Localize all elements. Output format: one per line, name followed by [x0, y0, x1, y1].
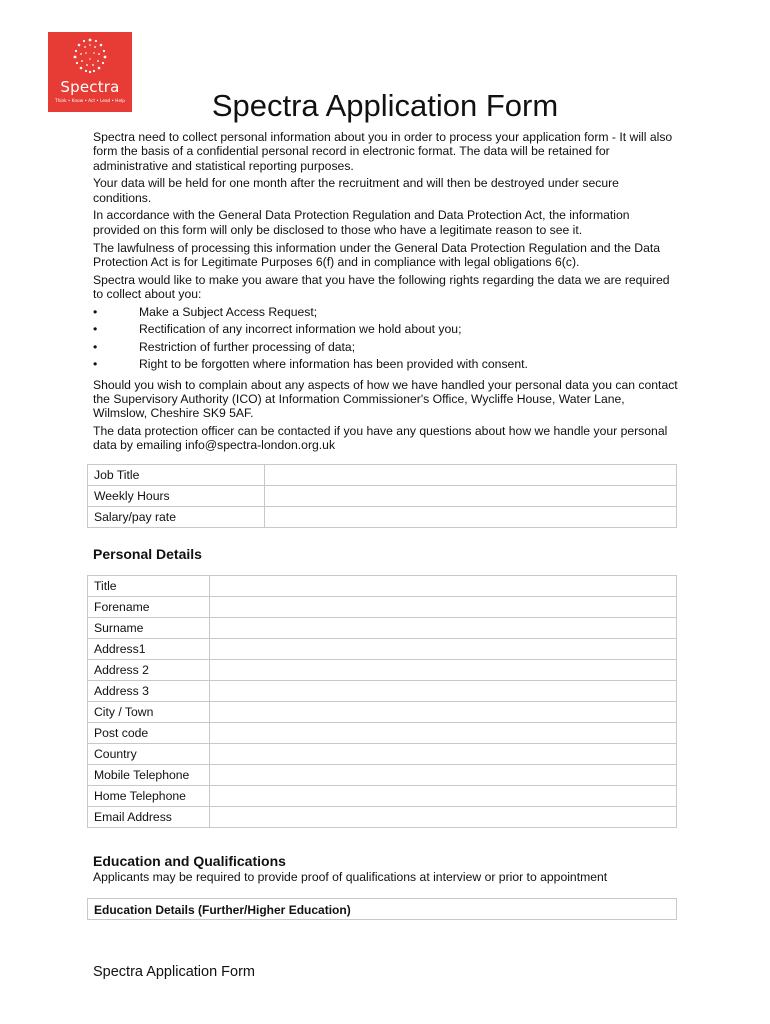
education-details-header: Education Details (Further/Higher Education) [87, 898, 677, 920]
job-title-input[interactable] [265, 465, 677, 486]
table-row [88, 465, 677, 486]
salary-input[interactable] [265, 507, 677, 528]
field-label: Address1 [88, 639, 210, 660]
table-row [88, 786, 677, 807]
table-row [88, 723, 677, 744]
intro-paragraph: The lawfulness of processing this information under the General Data Protection Regulation and the Data Protection Act is for Legitimate Purposes 6(f) and in compliance with legal obligations 6(c). [93, 240, 661, 269]
table-row [88, 576, 677, 597]
rights-list [93, 305, 678, 375]
field-label: Title [88, 576, 210, 597]
bullet-icon: • [93, 322, 98, 337]
personal-details-heading: Personal Details [93, 546, 202, 562]
address1-input[interactable] [210, 639, 677, 660]
table-row [88, 597, 677, 618]
field-label: Address 2 [88, 660, 210, 681]
forename-input[interactable] [210, 597, 677, 618]
country-input[interactable] [210, 744, 677, 765]
education-heading: Education and Qualifications [93, 853, 286, 869]
list-item: • Restriction of further processing of data; [93, 339, 356, 354]
logo-brand-text: Spectra [60, 78, 120, 96]
intro-paragraph: In accordance with the General Data Protection Regulation and Data Protection Act, the information provided on this form will only be disclosed to those who have a legitimate reason to see it. [93, 208, 630, 237]
job-details-table [87, 464, 677, 528]
list-item: • Rectification of any incorrect information we hold about you; [93, 322, 462, 337]
table-row [88, 639, 677, 660]
field-label: Surname [88, 618, 210, 639]
field-label: Post code [88, 723, 210, 744]
table-row [88, 486, 677, 507]
address3-input[interactable] [210, 681, 677, 702]
table-row [88, 660, 677, 681]
field-label: Job Title [88, 465, 265, 486]
intro-paragraph: Spectra would like to make you aware that you have the following rights regarding the data we are required to collect about you: [93, 272, 670, 301]
intro-paragraph: Spectra need to collect personal information about you in order to process your application form - It will also form the basis of a confidential personal record in electronic format. The data will be retained for administrative and statistical reporting purposes. [93, 130, 673, 173]
field-label: Salary/pay rate [88, 507, 265, 528]
personal-details-table [87, 575, 677, 828]
logo-tagline: Think • Know • Act • Lead • Help [55, 98, 125, 103]
bullet-icon: • [93, 357, 98, 372]
field-label: Home Telephone [88, 786, 210, 807]
table-row [88, 807, 677, 828]
surname-input[interactable] [210, 618, 677, 639]
field-label: Weekly Hours [88, 486, 265, 507]
mobile-telephone-input[interactable] [210, 765, 677, 786]
email-input[interactable] [210, 807, 677, 828]
complaint-paragraph: Should you wish to complain about any aspects of how we have handled your personal data you can contact the Supervisory Authority (ICO) at Information Commissioner's Office, Wycliffe House, Water Lane, Wilmslow, Cheshire SK9 5AF. [93, 377, 678, 421]
table-row [88, 618, 677, 639]
bullet-icon: • [93, 304, 98, 319]
title-input[interactable] [210, 576, 677, 597]
table-row [88, 744, 677, 765]
field-label: Country [88, 744, 210, 765]
page-title: Spectra Application Form [211, 88, 559, 123]
city-input[interactable] [210, 702, 677, 723]
intro-paragraph: Your data will be held for one month after the recruitment and will then be destroyed under secure conditions. [93, 176, 619, 205]
education-note: Applicants may be required to provide proof of qualifications at interview or prior to appointment [93, 870, 608, 884]
table-row [88, 681, 677, 702]
field-label: Forename [88, 597, 210, 618]
home-telephone-input[interactable] [210, 786, 677, 807]
field-label: Mobile Telephone [88, 765, 210, 786]
list-item: • Make a Subject Access Request; [93, 304, 318, 319]
weekly-hours-input[interactable] [265, 486, 677, 507]
bullet-icon: • [93, 339, 98, 354]
field-label: Email Address [88, 807, 210, 828]
page-footer: Spectra Application Form [93, 964, 255, 980]
field-label: City / Town [88, 702, 210, 723]
address2-input[interactable] [210, 660, 677, 681]
table-row [88, 702, 677, 723]
field-label: Address 3 [88, 681, 210, 702]
privacy-notice [93, 130, 678, 456]
dpo-paragraph: The data protection officer can be contacted if you have any questions about how we handle your personal data by emailing info@spectra-london.org.uk [93, 424, 668, 453]
list-item: • Right to be forgotten where information has been provided with consent. [93, 357, 528, 372]
table-row [88, 765, 677, 786]
logo-dots-icon [48, 32, 132, 82]
postcode-input[interactable] [210, 723, 677, 744]
table-row [88, 507, 677, 528]
